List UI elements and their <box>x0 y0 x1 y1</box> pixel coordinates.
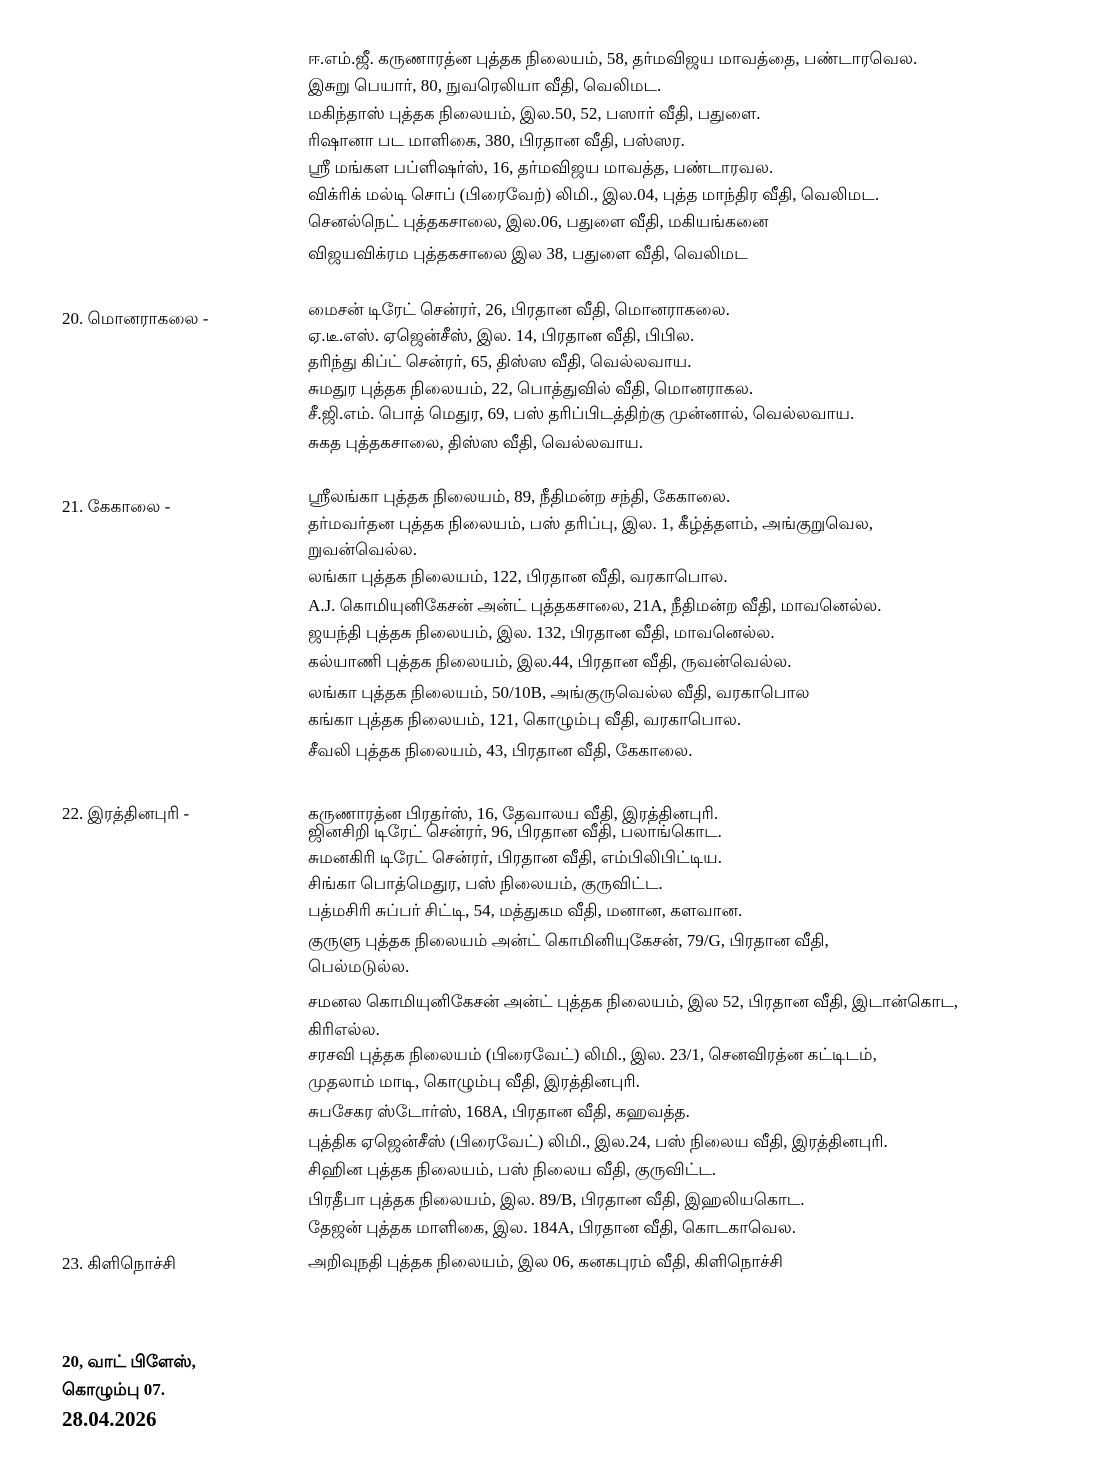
entry-line: சமனல கொமியுனிகேசன் அன்ட் புத்தக நிலையம், இல 52, பிரதான வீதி, இடான்கொட, <box>308 992 959 1011</box>
entry-line: அறிவுநதி புத்தக நிலையம், இல 06, கனகபுரம் வீதி, கிளிநொச்சி <box>308 1252 783 1271</box>
entry-line: லங்கா புத்தக நிலையம், 50/10B, அங்குருவெல்ல வீதி, வரகாபொல <box>308 683 810 702</box>
entry-line: சுபசேகர ஸ்டோர்ஸ், 168A, பிரதான வீதி, கஹவத்த. <box>308 1102 690 1121</box>
entry-line: மைசன் டிரேட் சென்ரர், 26, பிரதான வீதி, மொனராகலை. <box>308 300 730 319</box>
footer-address-line2: கொழும்பு 07. <box>62 1380 165 1399</box>
entry-line: விக்ரிக் மல்டி சொப் (பிரைவேற்) லிமி., இல.04, புத்த மாந்திர வீதி, வெலிமட. <box>308 185 880 204</box>
entry-line: ஸ்ரீலங்கா புத்தக நிலையம், 89, நீதிமன்ற சந்தி, கேகாலை. <box>308 487 731 506</box>
district-label: 22. இரத்தினபுரி - <box>62 804 190 823</box>
entry-line: றுவன்வெல்ல. <box>308 540 417 559</box>
entry-line: சுமதுர புத்தக நிலையம், 22, பொத்துவில் வீதி, மொனராகல. <box>308 379 754 398</box>
entry-line: லங்கா புத்தக நிலையம், 122, பிரதான வீதி, வரகாபொல. <box>308 567 728 586</box>
entry-line: சுமனகிரி டிரேட் சென்ரர், பிரதான வீதி, எம்பிலிபிட்டிய. <box>308 848 722 867</box>
entry-line: ஜயந்தி புத்தக நிலையம், இல. 132, பிரதான வீதி, மாவனெல்ல. <box>308 623 775 642</box>
entry-line: பெல்மடுல்ல. <box>308 957 410 976</box>
entry-line: சீ.ஜி.எம். பொத் மெதுர, 69, பஸ் தரிப்பிடத்திற்கு முன்னால், வெல்லவாய. <box>308 404 855 423</box>
entry-line: விஜயவிக்ரம புத்தகசாலை இல 38, பதுளை வீதி, வெலிமட <box>308 244 748 263</box>
entry-line: செனல்நெட் புத்தகசாலை, இல.06, பதுளை வீதி, மகியங்கனை <box>308 212 769 231</box>
footer-address-line1: 20, வாட் பிளேஸ், <box>62 1352 196 1371</box>
entry-line: பத்மசிரி சுப்பர் சிட்டி, 54, மத்துகம வீதி, மனான, களவான. <box>308 901 743 920</box>
entry-line: புத்திக ஏஜென்சீஸ் (பிரைவேட்) லிமி., இல.24, பஸ் நிலைய வீதி, இரத்தினபுரி. <box>308 1132 888 1151</box>
entry-line: ரிஷானா பட மாளிகை, 380, பிரதான வீதி, பஸ்ஸர. <box>308 131 685 150</box>
district-label: 20. மொனராகலை - <box>62 309 209 328</box>
entry-line: தேஜன் புத்தக மாளிகை, இல. 184A, பிரதான வீதி, கொடகாவெல. <box>308 1218 797 1237</box>
entry-line: ஏ.டீ.எஸ். ஏஜென்சீஸ், இல. 14, பிரதான வீதி, பிபில. <box>308 326 695 345</box>
entry-line: ஸ்ரீ மங்கள பப்ளிஷர்ஸ், 16, தர்மவிஜய மாவத்த, பண்டாரவல. <box>308 158 774 177</box>
entry-line: குருளு புத்தக நிலையம் அன்ட் கொமினியுகேசன், 79/G, பிரதான வீதி, <box>308 931 829 950</box>
entry-line: சுகத புத்தகசாலை, திஸ்ஸ வீதி, வெல்லவாய. <box>308 433 644 452</box>
entry-line: கருணாரத்ன பிரதர்ஸ், 16, தேவாலய வீதி, இரத்தினபுரி. <box>308 804 719 823</box>
entry-line: பிரதீபா புத்தக நிலையம், இல. 89/B, பிரதான வீதி, இஹலியகொட. <box>308 1190 805 1209</box>
entry-line: தர்மவர்தன புத்தக நிலையம், பஸ் தரிப்பு, இல. 1, கீழ்த்தளம், அங்குறுவெல, <box>308 514 874 533</box>
entry-line: A.J. கொமியுனிகேசன் அன்ட் புத்தகசாலை, 21A, நீதிமன்ற வீதி, மாவனெல்ல. <box>308 596 882 615</box>
entry-line: சீவலி புத்தக நிலையம், 43, பிரதான வீதி, கேகாலை. <box>308 741 693 760</box>
entry-line: ஈ.எம்.ஜீ. கருணாரத்ன புத்தக நிலையம், 58, தர்மவிஜய மாவத்தை, பண்டாரவெல. <box>308 49 918 68</box>
entry-line: கல்யாணி புத்தக நிலையம், இல.44, பிரதான வீதி, ருவன்வெல்ல. <box>308 652 792 671</box>
footer-date: 28.04.2026 <box>62 1407 157 1431</box>
entry-line: மகிந்தாஸ் புத்தக நிலையம், இல.50, 52, பஸார் வீதி, பதுளை. <box>308 104 761 123</box>
entry-line: தரிந்து கிப்ட் சென்ரர், 65, திஸ்ஸ வீதி, வெல்லவாய. <box>308 352 692 371</box>
entry-line: ஜினசிறி டிரேட் சென்ரர், 96, பிரதான வீதி, பலாங்கொட. <box>308 822 722 841</box>
entry-line: கிரிஎல்ல. <box>308 1020 380 1039</box>
district-label: 21. கேகாலை - <box>62 497 171 516</box>
district-label: 23. கிளிநொச்சி <box>62 1254 176 1273</box>
entry-line: சரசவி புத்தக நிலையம் (பிரைவேட்) லிமி., இல. 23/1, செனவிரத்ன கட்டிடம், <box>308 1045 877 1064</box>
entry-line: இசுறு பெயார், 80, நுவரெலியா வீதி, வெலிமட. <box>308 76 662 95</box>
entry-line: முதலாம் மாடி, கொழும்பு வீதி, இரத்தினபுரி. <box>308 1072 640 1091</box>
entry-line: சிங்கா பொத்மெதுர, பஸ் நிலையம், குருவிட்ட. <box>308 874 663 893</box>
entry-line: சிஹின புத்தக நிலையம், பஸ் நிலைய வீதி, குருவிட்ட. <box>308 1160 717 1179</box>
entry-line: கங்கா புத்தக நிலையம், 121, கொழும்பு வீதி, வரகாபொல. <box>308 710 742 729</box>
